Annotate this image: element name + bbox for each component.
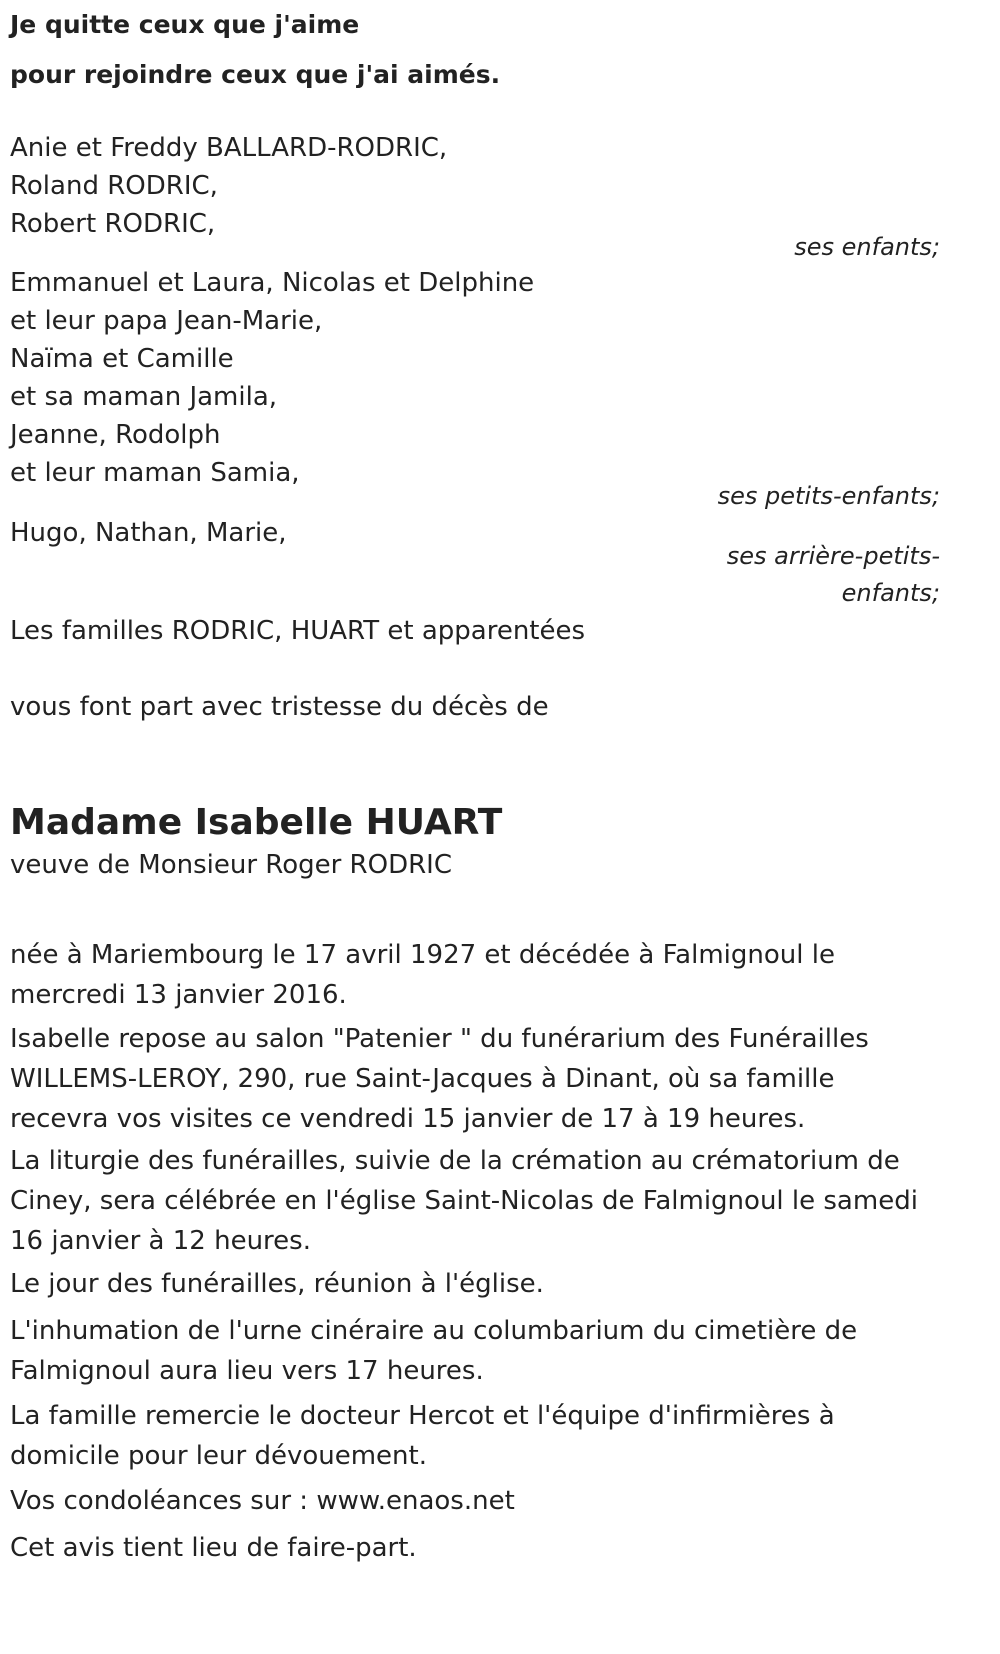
great-grandchildren-relation-2: enfants;	[841, 579, 940, 607]
children-name: Anie et Freddy BALLARD-RODRIC,	[10, 133, 448, 163]
birth-death-paragraph: née à Mariembourg le 17 avril 1927 et décédée à Falmignoul le mercredi 13 janvier 2016.	[10, 940, 835, 1010]
visitation-paragraph: Isabelle repose au salon "Patenier " du funérarium des Funérailles WILLEMS-LEROY, 290, rue Saint-Jacques à Dinant, où sa famille recevra vos visites ce vendredi 15 janvier de 17 à 19 heures.	[10, 1024, 869, 1134]
grandchildren-name: et leur papa Jean-Marie,	[10, 306, 323, 336]
children-name: Robert RODRIC,	[10, 209, 216, 239]
widow-of-line: veuve de Monsieur Roger RODRIC	[10, 850, 452, 880]
families-line: Les familles RODRIC, HUART et apparentées	[10, 616, 586, 646]
notice-paragraph: Cet avis tient lieu de faire-part.	[10, 1533, 417, 1563]
thanks-paragraph: La famille remercie le docteur Hercot et l'équipe d'infirmières à domicile pour leur dévouement.	[10, 1401, 835, 1471]
deceased-name: Madame Isabelle HUART	[10, 802, 503, 843]
announcement-line: vous font part avec tristesse du décès de	[10, 692, 549, 722]
grandchildren-name: Emmanuel et Laura, Nicolas et Delphine	[10, 268, 535, 298]
epigraph-line-1: Je quitte ceux que j'aime	[10, 10, 360, 39]
grandchildren-name: Naïma et Camille	[10, 344, 234, 374]
inhumation-paragraph: L'inhumation de l'urne cinéraire au columbarium du cimetière de Falmignoul aura lieu vers 17 heures.	[10, 1316, 858, 1386]
grandchildren-relation: ses petits-enfants;	[717, 482, 940, 510]
great-grandchildren-relation-1: ses arrière-petits-	[726, 542, 940, 570]
grandchildren-name: et sa maman Jamila,	[10, 382, 278, 412]
great-grandchildren-name: Hugo, Nathan, Marie,	[10, 518, 287, 548]
grandchildren-name: Jeanne, Rodolph	[10, 420, 221, 450]
children-relation: ses enfants;	[794, 233, 940, 261]
grandchildren-name: et leur maman Samia,	[10, 458, 300, 488]
liturgy-paragraph: La liturgie des funérailles, suivie de la crémation au crématorium de Ciney, sera célébrée en l'église Saint-Nicolas de Falmignoul le samedi 16 janvier à 12 heures.	[10, 1146, 918, 1256]
children-name: Roland RODRIC,	[10, 171, 218, 201]
condolences-paragraph: Vos condoléances sur : www.enaos.net	[10, 1486, 515, 1516]
meeting-paragraph: Le jour des funérailles, réunion à l'église.	[10, 1269, 544, 1299]
epigraph-line-2: pour rejoindre ceux que j'ai aimés.	[10, 60, 501, 89]
